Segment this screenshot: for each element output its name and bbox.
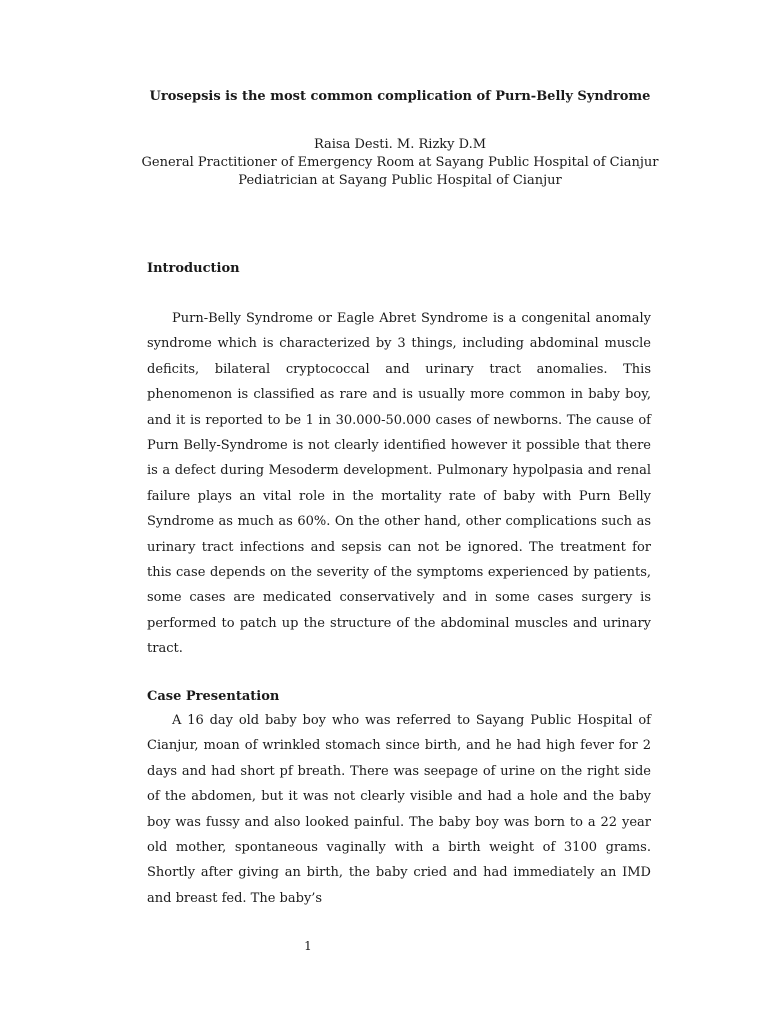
case-presentation-paragraph: A 16 day old baby boy who was referred to Sayang Public Hospital of Cianjur, moan of wrinkled stomach since birth, and he had high fever for 2 days and had short pf breath. There was seepage of urine on the right side of the abdomen, but it was not clearly visible and had a hole and the baby boy was fussy and also looked painful. The baby boy was born to a 22 year old mother, spontaneous vaginally with a birth weight of 3100 grams. Shortly after giving an birth, the baby cried and had immediately an IMD and breast fed. The baby’s [147,713,651,906]
introduction-paragraph: Purn-Belly Syndrome or Eagle Abret Syndrome is a congenital anomaly syndrome which is characterized by 3 things, including abdominal muscle deficits, bilateral cryptococcal and urinary tract anomalies. This phenomenon is classified as rare and is usually more common in baby boy, and it is reported to be 1 in 30.000-50.000 cases of newborns. The cause of Purn Belly-Syndrome is not clearly identified however it possible that there is a defect during Mesoderm development. Pulmonary hypolpasia and renal failure plays an vital role in the mortality rate of baby with Purn Belly Syndrome as much as 60%. On the other hand, other complications such as urinary tract infections and sepsis can not be ignored. The treatment for this case depends on the severity of the symptoms experienced by patients, some cases are medicated conservatively and in some cases surgery is performed to patch up the structure of the abdominal muscles and urinary tract. [147,311,651,657]
affiliation-1: General Practitioner of Emergency Room at Sayang Public Hospital of Cianjur [141,155,659,170]
paper-title: Urosepsis is the most common complication of Purn-Belly Syndrome [149,89,651,104]
case-presentation-heading: Case Presentation [147,689,280,704]
introduction-heading: Introduction [147,261,240,276]
page-number: 1 [304,939,312,953]
author-names: Raisa Desti. M. Rizky D.M [313,137,487,152]
affiliation-2: Pediatrician at Sayang Public Hospital of Cianjur [238,173,562,188]
